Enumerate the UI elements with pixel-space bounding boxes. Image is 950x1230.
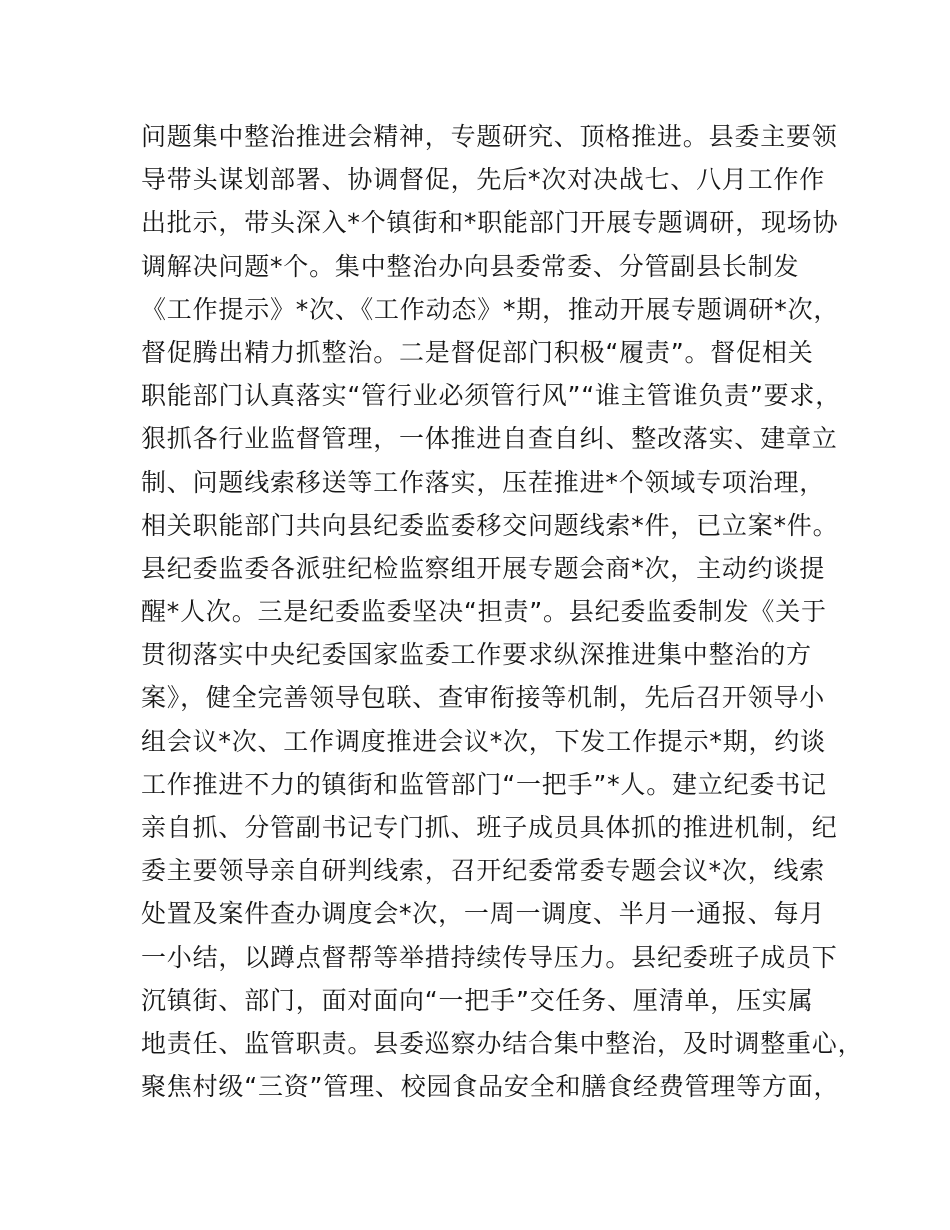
- text-line: 聚焦村级“三资”管理、校园食品安全和膳食经费管理等方面，: [141, 1072, 840, 1102]
- text-line: 组会议*次、工作调度推进会议*次，下发工作提示*期，约谈: [141, 726, 826, 756]
- text-line: 职能部门认真落实“管行业必须管行风”“谁主管谁负责”要求，: [141, 381, 842, 411]
- text-line: 亲自抓、分管副书记专门抓、班子成员具体抓的推进机制，纪: [141, 813, 838, 842]
- text-line: 调解决问题*个。集中整治办向县委常委、分管副县长制发: [141, 251, 800, 281]
- text-line: 导带头谋划部署、协调督促，先后*次对决战七、八月工作作: [141, 165, 826, 195]
- text-line: 贯彻落实中央纪委国家监委工作要求纵深推进集中整治的方: [141, 640, 812, 670]
- body-text: [141, 115, 864, 1108]
- text-line: 一小结，以蹲点督帮等举措持续传导压力。县纪委班子成员下: [141, 942, 838, 972]
- text-line: 县纪委监委各派驻纪检监察组开展专题会商*次，主动约谈提: [141, 553, 826, 583]
- text-line: 醒*人次。三是纪委监委坚决“担责”。县纪委监委制发《关于: [141, 597, 827, 627]
- text-line: 狠抓各行业监督管理，一体推进自查自纠、整改落实、建章立: [141, 424, 838, 454]
- text-line: 督促腾出精力抓整治。二是督促部门积极“履责”。督促相关: [141, 337, 814, 367]
- text-line: 出批示，带头深入*个镇街和*职能部门开展专题调研，现场协: [141, 208, 839, 238]
- text-line: 地责任、监管职责。县委巡察办结合集中整治，及时调整重心，: [141, 1028, 864, 1058]
- text-line: 沉镇街、部门，面对面向“一把手”交任务、厘清单，压实属: [141, 985, 814, 1015]
- text-line: 处置及案件查办调度会*次，一周一调度、半月一通报、每月: [141, 899, 826, 929]
- text-line: 工作推进不力的镇街和监管部门“一把手”*人。建立纪委书记: [141, 769, 827, 799]
- text-line: 制、问题线索移送等工作落实，压茬推进*个领域专项治理，: [141, 467, 826, 497]
- text-line: 相关职能部门共向县纪委监委移交问题线索*件，已立案*件。: [141, 510, 839, 540]
- text-line: 案》，健全完善领导包联、查审衔接等机制，先后召开领导小: [141, 683, 826, 713]
- text-line: 问题集中整治推进会精神，专题研究、顶格推进。县委主要领: [141, 122, 838, 151]
- text-line: 《工作提示》*次、《工作动态》*期，推动开展专题调研*次，: [141, 294, 840, 324]
- text-line: 委主要领导亲自研判线索，召开纪委常委专题会议*次，线索: [141, 856, 826, 886]
